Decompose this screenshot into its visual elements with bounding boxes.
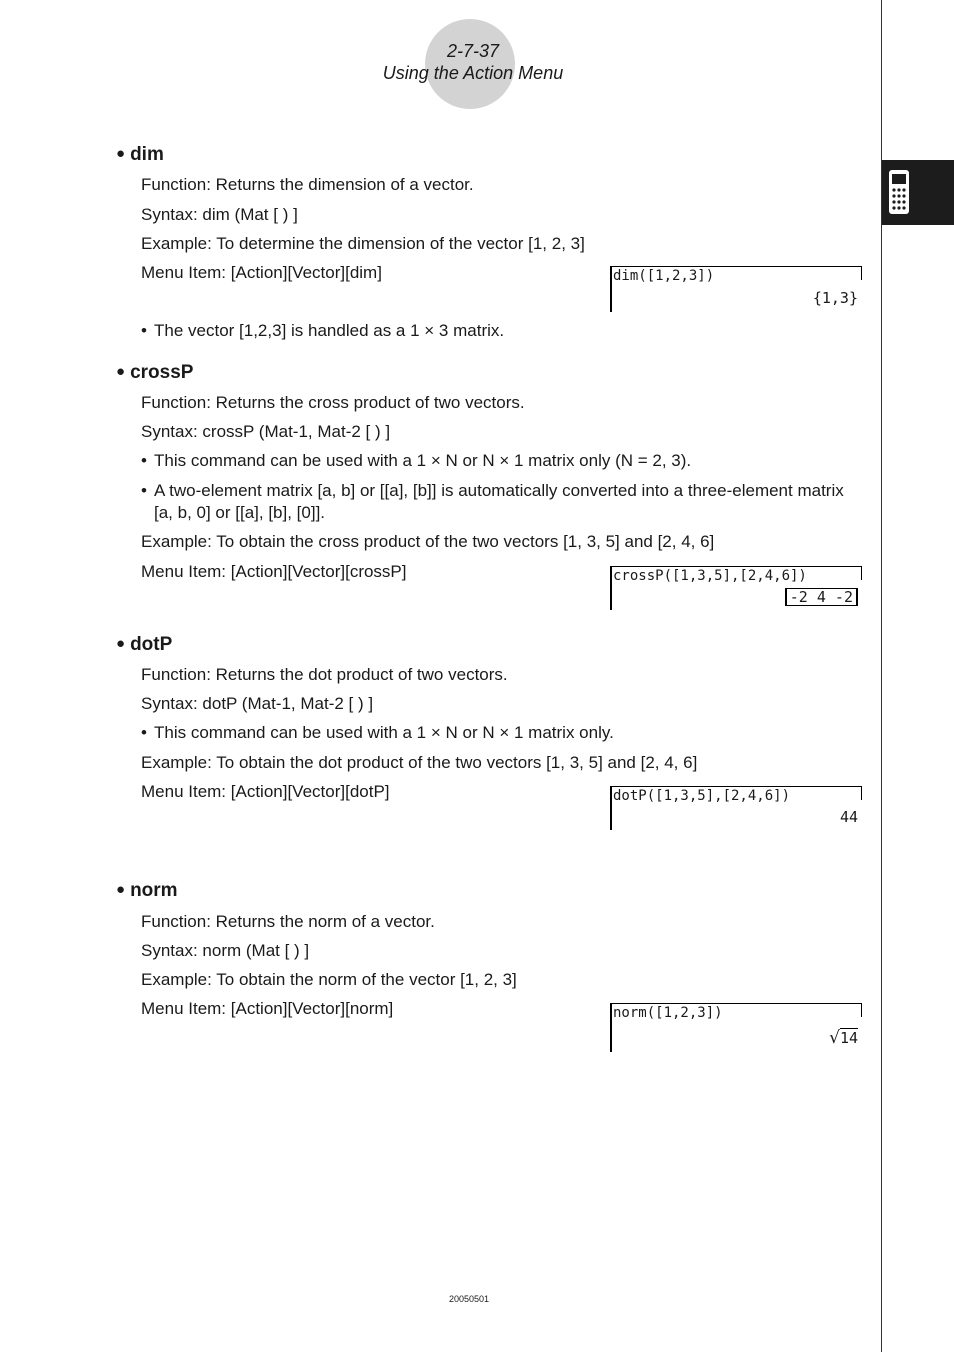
norm-screen — [610, 1003, 862, 1052]
crossp-note-1: • This command can be used with a 1 × N or N × 1 matrix only (N = 2, 3). — [141, 451, 692, 470]
chapter-tab — [882, 160, 954, 225]
dim-syntax: Syntax: dim (Mat [ ) ] — [141, 205, 298, 224]
crossp-syntax: Syntax: crossP (Mat-1, Mat-2 [ ) ] — [141, 422, 391, 441]
norm-syntax: Syntax: norm (Mat [ ) ] — [141, 941, 310, 960]
page-title: Using the Action Menu — [382, 63, 564, 83]
crossp-screen — [610, 566, 862, 610]
crossp-note-2: • A two-element matrix [a, b] or [[a], [b]] is automatically converted into a three-element matrix [a, b, 0] or [[a], [b], [0]]. — [141, 481, 844, 522]
crossp-menu-item: Menu Item: [Action][Vector][crossP] — [141, 562, 407, 581]
dim-screen — [610, 266, 862, 312]
dotp-syntax: Syntax: dotP (Mat-1, Mat-2 [ ) ] — [141, 694, 374, 713]
section-heading-dotp: ● dotP — [116, 634, 173, 655]
dim-function: Function: Returns the dimension of a vector. — [141, 175, 474, 194]
section-heading-crossp: ● crossP — [116, 362, 194, 383]
dim-screen-input: dim([1,2,3]) — [613, 268, 715, 284]
dim-screen-output: {1,3} — [812, 289, 858, 307]
page-number: 2-7-37 — [446, 41, 500, 61]
dotp-menu-item: Menu Item: [Action][Vector][dotP] — [141, 782, 390, 801]
norm-example: Example: To obtain the norm of the vector [1, 2, 3] — [141, 970, 517, 989]
dim-menu-item: Menu Item: [Action][Vector][dim] — [141, 263, 382, 282]
norm-menu-item: Menu Item: [Action][Vector][norm] — [141, 999, 394, 1018]
calculator-icon — [888, 169, 910, 215]
norm-screen-input: norm([1,2,3]) — [613, 1005, 723, 1021]
dotp-note: • This command can be used with a 1 × N or N × 1 matrix only. — [141, 723, 614, 742]
dotp-screen — [610, 786, 862, 830]
section-heading-norm: ● norm — [116, 880, 178, 901]
footer-code: 20050501 — [448, 1294, 490, 1304]
norm-screen-output: √14 — [829, 1028, 858, 1048]
section-heading-dim: ● dim — [116, 144, 164, 165]
crossp-screen-input: crossP([1,3,5],[2,4,6]) — [613, 568, 807, 584]
dotp-screen-input: dotP([1,3,5],[2,4,6]) — [613, 788, 791, 804]
crossp-example: Example: To obtain the cross product of the two vectors [1, 3, 5] and [2, 4, 6] — [141, 532, 715, 551]
crossp-function: Function: Returns the cross product of two vectors. — [141, 393, 525, 412]
dotp-function: Function: Returns the dot product of two vectors. — [141, 665, 508, 684]
dim-example: Example: To determine the dimension of the vector [1, 2, 3] — [141, 234, 585, 253]
dim-note: • The vector [1,2,3] is handled as a 1 × 3 matrix. — [141, 321, 505, 340]
dotp-screen-output: 44 — [839, 808, 858, 826]
norm-function: Function: Returns the norm of a vector. — [141, 912, 435, 931]
dotp-example: Example: To obtain the dot product of the two vectors [1, 3, 5] and [2, 4, 6] — [141, 753, 698, 772]
crossp-screen-output: -2 4 -2 — [785, 588, 858, 606]
